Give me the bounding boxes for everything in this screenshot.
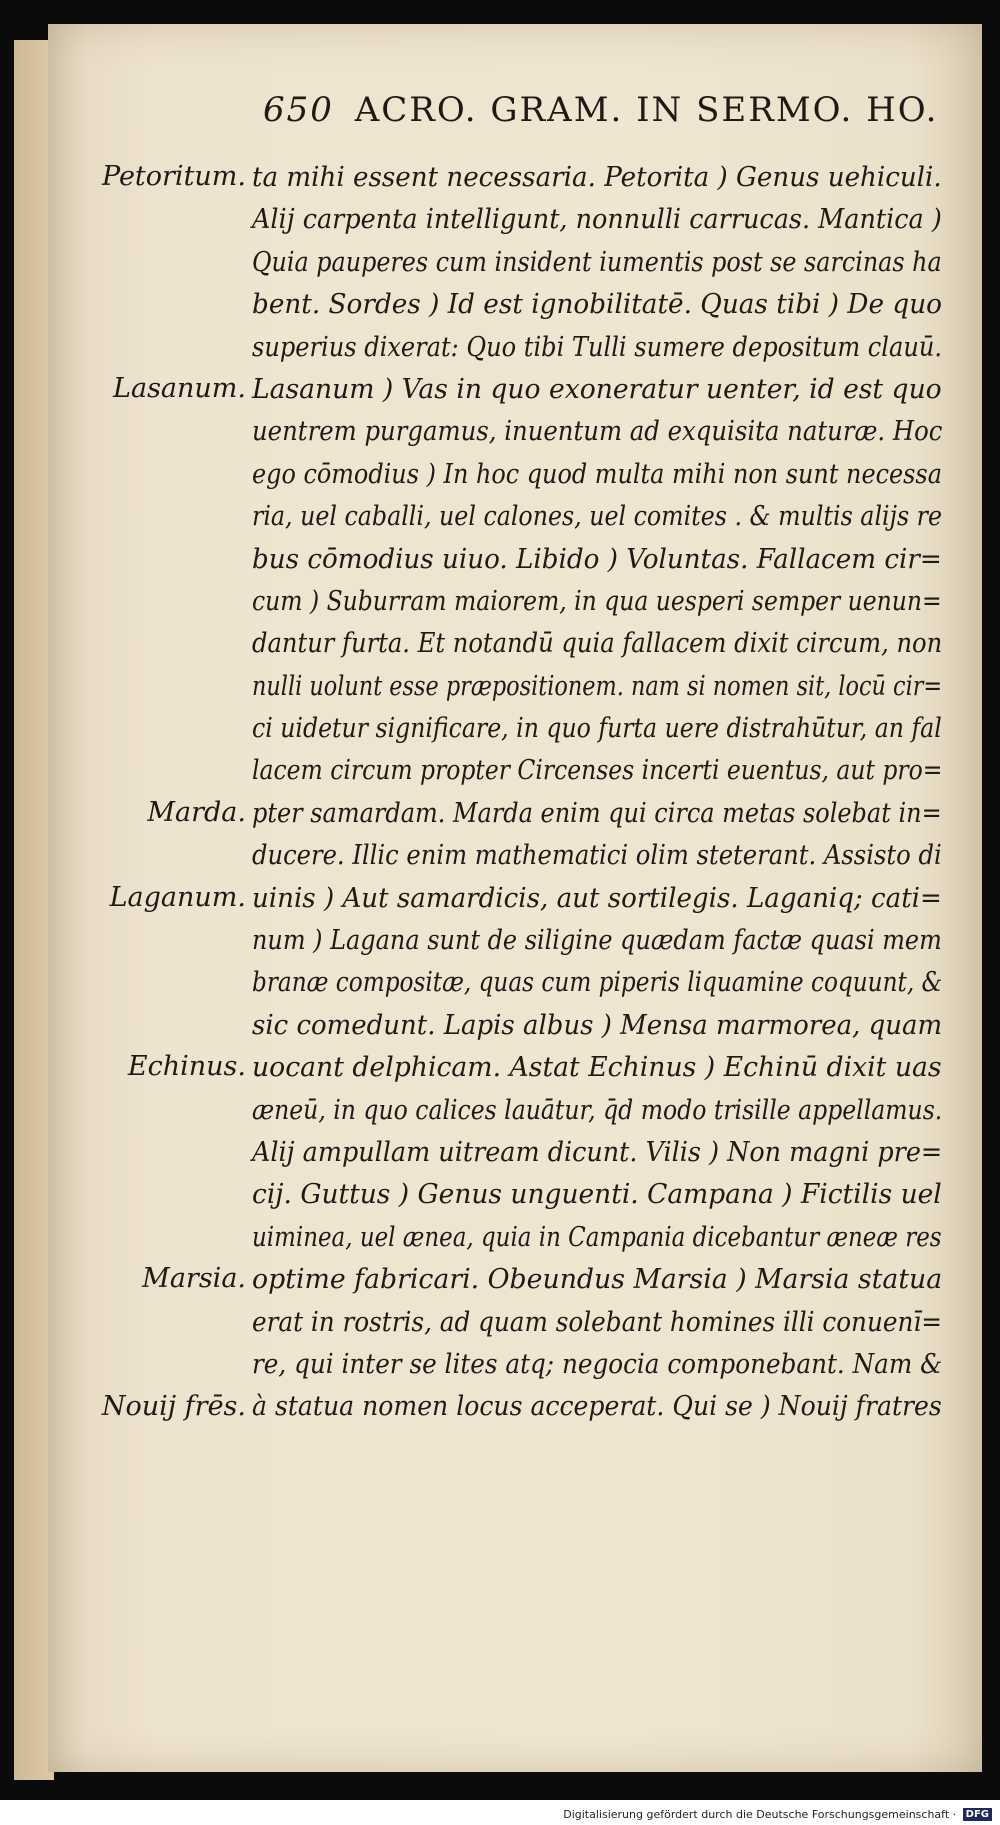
margin-note: Petoritum. [101, 161, 246, 192]
text-line: ria, uel caballi, uel calones, uel comites . & multis alijs re [252, 501, 943, 533]
text-line: num ) Lagana sunt de siligine quædam factæ quasi mem [252, 925, 942, 957]
text-line: sic comedunt. Lapis albus ) Mensa marmorea, quam [252, 1009, 943, 1041]
text-line: Alij ampullam uitream dicunt. Vilis ) Non magni pre= [252, 1136, 943, 1168]
text-line: à statua nomen locus acceperat. Qui se ) Nouij fratres [252, 1391, 942, 1423]
main-text [252, 157, 942, 1429]
text-line: ducere. Illic enim mathematici olim steterant. Assisto di [252, 840, 942, 872]
text-line: erat in rostris, ad quam solebant homines illi conuenī= [252, 1306, 942, 1338]
text-line: optime fabricari. Obeundus Marsia ) Marsia statua [252, 1264, 943, 1296]
text-line: lacem circum propter Circenses incerti euentus, aut pro= [252, 755, 943, 787]
text-line: bent. Sordes ) Id est ignobilitatē. Quas tibi ) De quo [252, 289, 942, 321]
credit-text: Digitalisierung gefördert durch die Deutsche Forschungsgemeinschaft · [563, 1807, 957, 1821]
text-line: uiminea, uel ænea, quia in Campania dicebantur æneæ res [252, 1221, 942, 1253]
text-line: Alij carpenta intelligunt, nonnulli carrucas. Mantica ) [252, 204, 942, 236]
text-line: bus cōmodius uiuo. Libido ) Voluntas. Fallacem cir= [252, 543, 942, 575]
text-line: cij. Guttus ) Genus unguenti. Campana ) Fictilis uel [252, 1179, 942, 1211]
margin-note: Laganum. [109, 881, 246, 913]
text-line: uocant delphicam. Astat Echinus ) Echinū dixit uas [252, 1052, 942, 1084]
text-line: re, qui inter se lites atq; negocia componebant. Nam & [252, 1348, 943, 1380]
text-line: uentrem purgamus, inuentum ad exquisita naturæ. Hoc [252, 416, 943, 448]
margin-note: Marsia. [142, 1263, 246, 1295]
text-line: branæ compositæ, quas cum piperis liquamine coquunt, & [252, 967, 943, 999]
margin-note: Echinus. [127, 1051, 246, 1083]
margin-note: Lasanum. [113, 373, 246, 404]
text-line: cum ) Suburram maiorem, in qua uesperi semper uenun= [252, 585, 942, 617]
margin-note: Nouij frēs. [101, 1390, 246, 1422]
running-title: ACRO. GRAM. IN SERMO. HO. [354, 90, 939, 130]
text-line: pter samardam. Marda enim qui circa metas solebat in= [252, 797, 942, 829]
text-line: uinis ) Aut samardicis, aut sortilegis. Laganiq; cati= [252, 882, 942, 914]
page-number: 650 [263, 90, 334, 130]
text-line: ci uidetur significare, in quo furta uere distrahūtur, an fal [252, 713, 942, 745]
text-line: Lasanum ) Vas in quo exoneratur uenter, id est quo [252, 373, 942, 405]
text-line: superius dixerat: Quo tibi Tulli sumere depositum clauū. [252, 331, 942, 363]
margin-note: Marda. [147, 797, 246, 828]
text-line: Quia pauperes cum insident iumentis post se sarcinas ha [252, 246, 942, 278]
text-line: nulli uolunt esse præpositionem. nam si nomen sit, locū cir= [252, 670, 943, 702]
running-header [263, 90, 963, 130]
text-line: ta mihi essent necessaria. Petorita ) Genus uehiculi. [252, 162, 942, 193]
digitization-credit [563, 1808, 992, 1822]
text-line: dantur furta. Et notandū quia fallacem dixit circum, non [252, 628, 943, 660]
text-line: ego cōmodius ) In hoc quod multa mihi non sunt necessa [252, 458, 942, 490]
text-line: æneū, in quo calices lauātur, q̄d modo trisille appellamus. [252, 1094, 943, 1126]
dfg-logo: DFG [963, 1808, 992, 1821]
